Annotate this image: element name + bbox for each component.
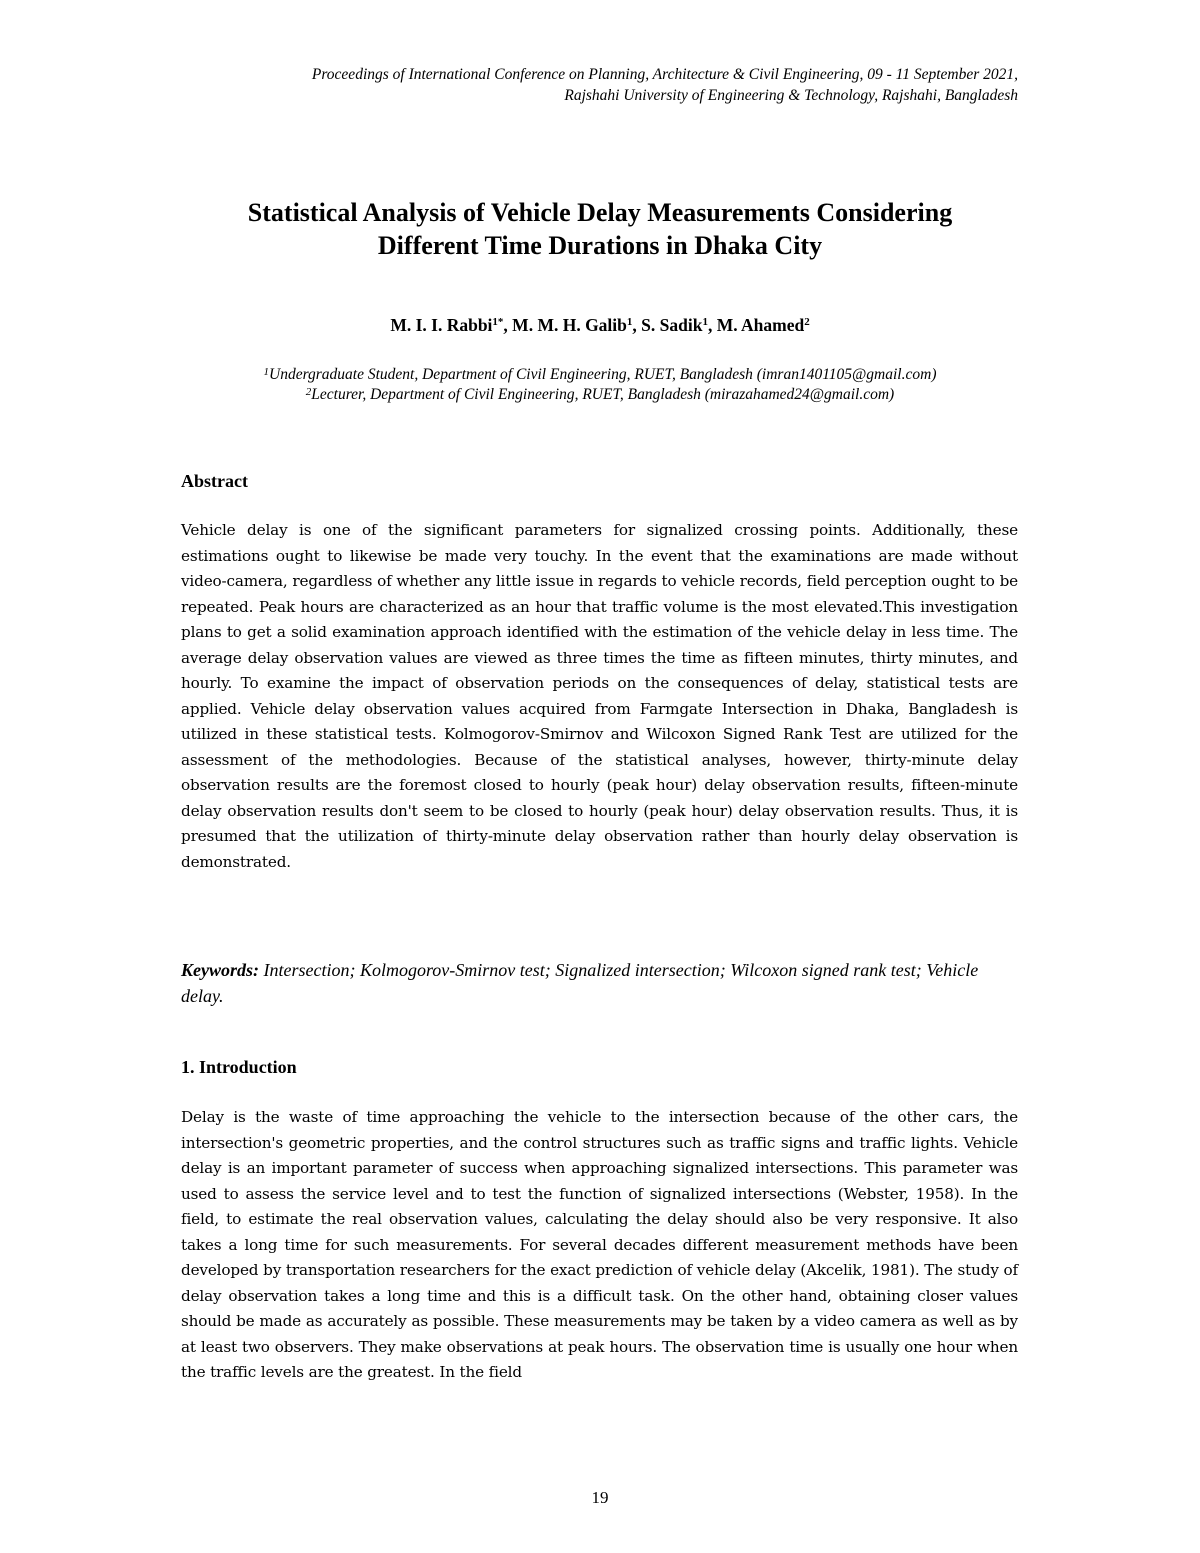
author-3-name: , S. Sadik: [632, 315, 703, 335]
introduction-heading: 1. Introduction: [181, 1057, 297, 1077]
header-line-2: Rajshahi University of Engineering & Technology, Rajshahi, Bangladesh: [564, 87, 1018, 104]
affiliation-1-sup: 1: [263, 366, 269, 378]
page-number: 19: [591, 1488, 609, 1507]
affiliation-1: [120, 365, 1080, 385]
keywords: [181, 957, 1018, 1009]
author-4-name: , M. Ahamed: [707, 315, 805, 335]
keywords-text: Intersection; Kolmogorov-Smirnov test; Signalized intersection; Wilcoxon signed rank test; Vehicle delay.: [181, 960, 979, 1006]
keywords-label: Keywords:: [181, 960, 259, 980]
paper-title: [120, 196, 1080, 262]
author-2-sup: 1: [626, 316, 633, 328]
affiliation-1-text: Undergraduate Student, Department of Civil Engineering, RUET, Bangladesh (imran1401105@gmail.com): [269, 366, 937, 383]
affiliation-2-text: Lecturer, Department of Civil Engineering, RUET, Bangladesh (mirazahamed24@gmail.com): [311, 386, 895, 403]
author-list: [120, 314, 1080, 336]
author-2-name: , M. M. H. Galib: [503, 315, 627, 335]
conference-header: [312, 64, 1018, 106]
title-line-2: Different Time Durations in Dhaka City: [377, 231, 823, 260]
affiliation-2-sup: 2: [305, 386, 312, 398]
author-1-name: M. I. I. Rabbi: [390, 315, 493, 335]
affiliation-2: [120, 385, 1080, 405]
author-1-sup: 1*: [492, 316, 504, 328]
header-line-1: Proceedings of International Conference on Planning, Architecture & Civil Engineering, 09 - 11 September 2021,: [311, 66, 1018, 83]
abstract-text: Vehicle delay is one of the significant parameters for signalized crossing points. Additionally, these estimations ought to likewise be made very touchy. In the event that the examinations are made without video-camera, regardless of whether any little issue in regards to vehicle records, field perception ought to be repeated. Peak hours are characterized as an hour that traffic volume is the most elevated.This investigation plans to get a solid examination approach identified with the estimation of the vehicle delay in less time. The average delay observation values are viewed as three times the time as fifteen minutes, thirty minutes, and hourly. To examine the impact of observation periods on the consequences of delay, statistical tests are applied. Vehicle delay observation values acquired from Farmgate Intersection in Dhaka, Bangladesh is utilized in these statistical tests. Kolmogorov-Smirnov and Wilcoxon Signed Rank Test are utilized for the assessment of the methodologies. Because of the statistical analyses, however, thirty-minute delay observation results are the foremost closed to hourly (peak hour) delay observation results, fifteen-minute delay observation results don't seem to be closed to hourly (peak hour) delay observation results. Thus, it is presumed that the utilization of thirty-minute delay observation rather than hourly delay observation is demonstrated.: [181, 521, 1018, 871]
affiliations: [120, 365, 1080, 405]
author-3-sup: 1: [702, 316, 708, 328]
author-4-sup: 2: [804, 316, 810, 328]
title-line-1: Statistical Analysis of Vehicle Delay Measurements Considering: [247, 198, 953, 227]
abstract-heading: Abstract: [181, 471, 248, 491]
introduction-text: Delay is the waste of time approaching the vehicle to the intersection because of the other cars, the intersection's geometric properties, and the control structures such as traffic signs and traffic lights. Vehicle delay is an important parameter of success when approaching signalized intersections. This parameter was used to assess the service level and to test the function of signalized intersections (Webster, 1958). In the field, to estimate the real observation values, calculating the delay should also be very responsive. It also takes a long time for such measurements. For several decades different measurement methods have been developed by transportation researchers for the exact prediction of vehicle delay (Akcelik, 1981). The study of delay observation takes a long time and this is a difficult task. On the other hand, obtaining closer values should be made as accurately as possible. These measurements may be taken by a video camera as well as by at least two observers. They make observations at peak hours. The observation time is usually one hour when the traffic levels are the greatest. In the field: [181, 1108, 1018, 1381]
